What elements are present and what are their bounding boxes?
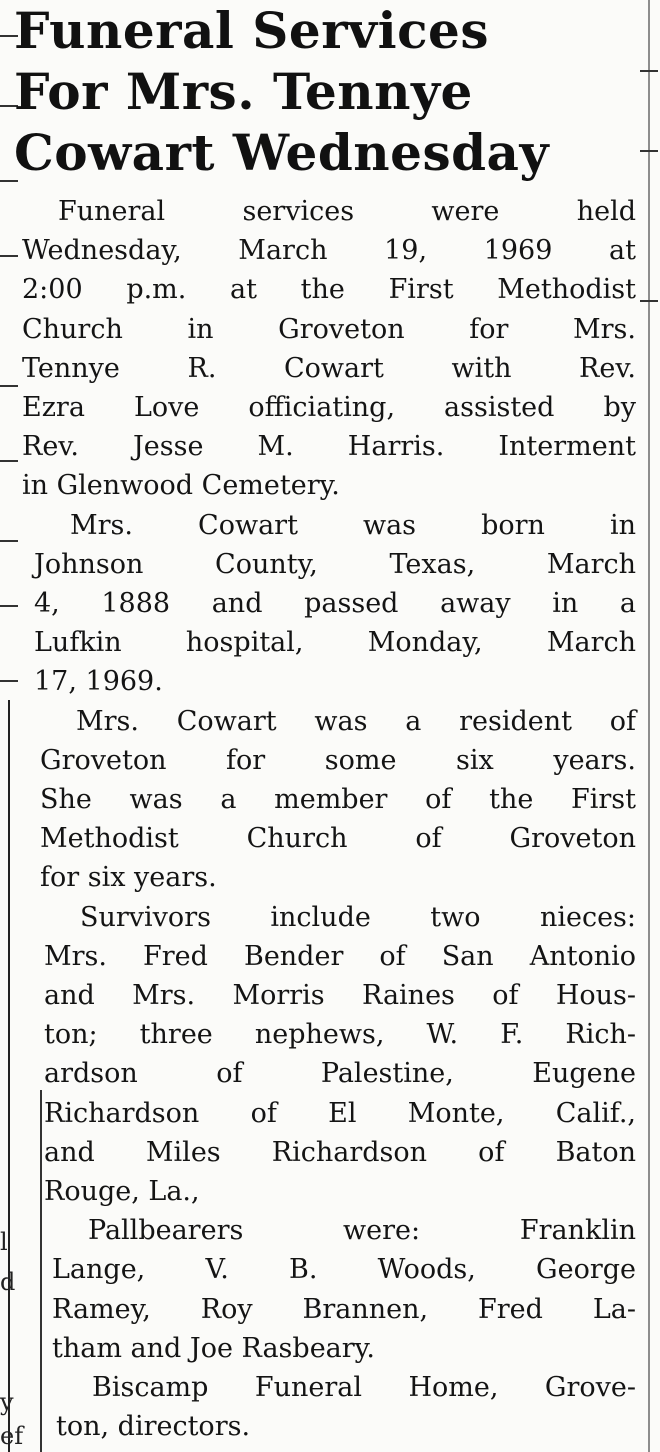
headline (14, 0, 634, 183)
text-line: ton; three nephews, W. F. Rich- (44, 1019, 636, 1051)
margin-fragment: l (0, 1228, 8, 1256)
column-rule-left (8, 700, 10, 1452)
text-line: Tennye R. Cowart with Rev. (22, 352, 636, 384)
margin-tick (0, 605, 18, 607)
text-line: Funeral services were held (58, 196, 636, 227)
text-line: for six years. (40, 862, 217, 894)
paragraph-funeral-home (56, 1368, 636, 1446)
article-body (22, 192, 636, 1447)
paragraph-residence (40, 702, 636, 898)
headline-line: For Mrs. Tennye (14, 62, 473, 121)
text-line: Wednesday, March 19, 1969 at (22, 235, 636, 267)
text-line: 17, 1969. (34, 666, 163, 698)
text-line: Mrs. Fred Bender of San Antonio (44, 940, 636, 972)
text-line: She was a member of the First (40, 784, 636, 816)
text-line: tham and Joe Rasbeary. (52, 1332, 375, 1364)
margin-tick (640, 300, 658, 302)
margin-tick (0, 540, 18, 542)
text-line: Biscamp Funeral Home, Grove- (92, 1372, 636, 1404)
text-line: Rev. Jesse M. Harris. Interment (22, 431, 636, 463)
margin-tick (640, 150, 658, 152)
text-line: ton, directors. (56, 1411, 251, 1443)
text-line: Lufkin hospital, Monday, March (34, 627, 636, 659)
text-line: and Miles Richardson of Baton (44, 1136, 636, 1168)
text-line: Survivors include two nieces: (80, 901, 636, 933)
paragraph-birth (34, 506, 636, 702)
column-rule-right (648, 0, 650, 1452)
text-line: Church in Groveton for Mrs. (22, 313, 636, 345)
text-line: Lange, V. B. Woods, George (52, 1254, 636, 1286)
text-line: Methodist Church of Groveton (40, 823, 636, 855)
headline-line: Funeral Services (14, 1, 489, 60)
paragraph-survivors (44, 898, 636, 1212)
paragraph-pallbearers (52, 1211, 636, 1368)
text-line: in Glenwood Cemetery. (22, 470, 340, 502)
paragraph-services (22, 192, 636, 506)
margin-fragment: y (0, 1388, 14, 1416)
margin-tick (0, 255, 18, 257)
text-line: Pallbearers were: Franklin (88, 1215, 636, 1247)
text-line: Richardson of El Monte, Calif., (44, 1097, 636, 1129)
margin-fragment: ef (0, 1422, 24, 1450)
headline-line: Cowart Wednesday (14, 123, 550, 182)
text-line: Johnson County, Texas, March (34, 548, 636, 580)
text-line: ardson of Palestine, Eugene (44, 1058, 636, 1090)
text-line: Ramey, Roy Brannen, Fred La- (52, 1293, 636, 1325)
text-line: and Mrs. Morris Raines of Hous- (44, 980, 636, 1012)
margin-tick (0, 385, 18, 387)
margin-tick (640, 70, 658, 72)
text-line: 2:00 p.m. at the First Methodist (22, 274, 636, 306)
text-line: 4, 1888 and passed away in a (34, 588, 636, 620)
text-line: Mrs. Cowart was a resident of (76, 705, 636, 737)
text-line: Groveton for some six years. (40, 744, 636, 776)
text-line: Ezra Love officiating, assisted by (22, 392, 636, 424)
margin-tick (0, 460, 18, 462)
text-line: Rouge, La., (44, 1176, 200, 1208)
margin-fragment: d (0, 1268, 16, 1296)
text-line: Mrs. Cowart was born in (70, 509, 636, 541)
margin-tick (0, 680, 18, 682)
